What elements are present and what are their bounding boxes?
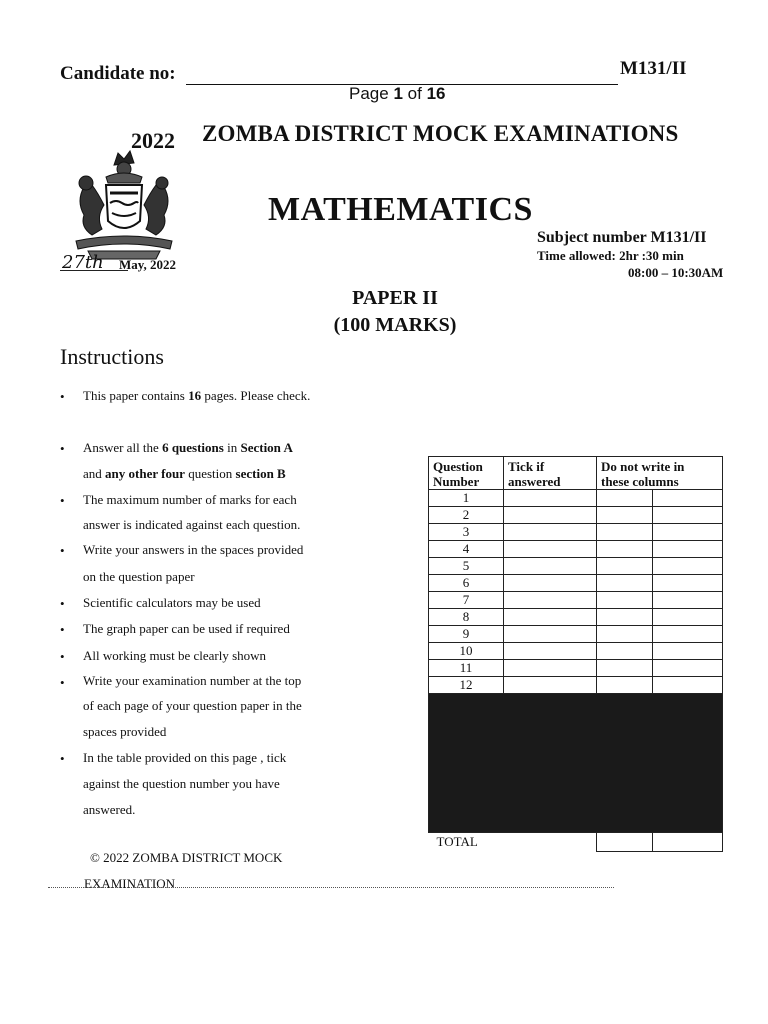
- question-number-cell: 5: [429, 558, 504, 575]
- instruction-answer-c: in: [223, 440, 241, 455]
- marker-cell-2: [653, 575, 723, 592]
- col-question-line1: Question: [433, 459, 483, 474]
- tick-cell[interactable]: [504, 575, 597, 592]
- table-row: [429, 524, 723, 541]
- instruction-answer-b: 6 questions: [162, 440, 224, 455]
- instruction-line: answer is indicated against each question.: [83, 517, 301, 532]
- col-tick-if-answered: [504, 457, 597, 490]
- marker-cell-2: [653, 609, 723, 626]
- bullet: •: [60, 649, 65, 664]
- shaded-block: [429, 694, 723, 833]
- marker-cell-1: [597, 592, 653, 609]
- tick-cell[interactable]: [504, 558, 597, 575]
- marker-cell-1: [597, 660, 653, 677]
- time-allowed: Time allowed: 2hr :30 min: [537, 248, 684, 263]
- instruction-sectionb-a: and: [83, 466, 106, 481]
- instruction-sectionb-d: section B: [235, 466, 286, 481]
- marker-cell-2: [653, 524, 723, 541]
- tick-cell[interactable]: [504, 490, 597, 507]
- marker-cell-1: [597, 643, 653, 660]
- tick-cell[interactable]: [504, 660, 597, 677]
- marker-cell-2: [653, 660, 723, 677]
- footer-rule: [48, 887, 614, 888]
- table-row: [429, 677, 723, 694]
- instruction-line: spaces provided: [83, 724, 167, 739]
- col-tick-line1: Tick if: [508, 459, 545, 474]
- col-tick-line2: answered: [508, 474, 561, 489]
- question-number-cell: 12: [429, 677, 504, 694]
- table-row: [429, 660, 723, 677]
- question-number-cell: 1: [429, 490, 504, 507]
- tick-cell[interactable]: [504, 524, 597, 541]
- tick-cell[interactable]: [504, 541, 597, 558]
- marker-cell-2: [653, 592, 723, 609]
- marker-cell-1: [597, 626, 653, 643]
- marker-cell-2: [653, 643, 723, 660]
- table-header-row: [429, 457, 723, 490]
- instruction-pages-c: pages. Please check.: [201, 388, 311, 403]
- tick-cell[interactable]: [504, 643, 597, 660]
- exam-date: May, 2022: [119, 257, 177, 272]
- marker-cell-1: [597, 677, 653, 694]
- page-of-word: of: [407, 84, 422, 103]
- instruction-line: The graph paper can be used if required: [83, 621, 290, 636]
- table-row: [429, 592, 723, 609]
- marker-cell-1: [597, 507, 653, 524]
- marker-cell-2: [653, 490, 723, 507]
- instruction-line: In the table provided on this page , tick: [83, 750, 287, 765]
- copyright-line: © 2022 ZOMBA DISTRICT MOCK: [90, 850, 283, 865]
- instruction-line: Write your answers in the spaces provided: [83, 542, 304, 557]
- copyright-examination: EXAMINATION: [84, 876, 175, 891]
- table-row: [429, 609, 723, 626]
- page-current: 1: [393, 84, 403, 103]
- instruction-pages-count: 16: [188, 388, 202, 403]
- question-number-cell: 9: [429, 626, 504, 643]
- instruction-line: The maximum number of marks for each: [83, 492, 297, 507]
- page-word: Page: [349, 84, 389, 103]
- total-cell-2: [653, 833, 723, 852]
- table-row: [429, 558, 723, 575]
- handwritten-date-text: 27th: [62, 252, 104, 273]
- bullet: •: [60, 441, 65, 456]
- instruction-pages: [83, 388, 310, 404]
- col-dnw-line1: Do not write in: [601, 459, 685, 474]
- table-row: [429, 626, 723, 643]
- candidate-number-label: Candidate no:: [60, 63, 176, 84]
- total-label: TOTAL: [429, 833, 597, 852]
- coat-of-arms-icon: [66, 143, 182, 261]
- total-cell-1: [597, 833, 653, 852]
- marker-cell-2: [653, 507, 723, 524]
- table-row: [429, 643, 723, 660]
- col-question-line2: Number: [433, 474, 480, 489]
- paper-number: PAPER II: [352, 287, 438, 309]
- col-question-number: [429, 457, 504, 490]
- question-number-cell: 3: [429, 524, 504, 541]
- marker-cell-2: [653, 558, 723, 575]
- question-number-cell: 11: [429, 660, 504, 677]
- marker-cell-2: [653, 677, 723, 694]
- table-row: [429, 490, 723, 507]
- instruction-pages-a: This paper contains: [83, 388, 189, 403]
- question-number-cell: 8: [429, 609, 504, 626]
- question-number-cell: 10: [429, 643, 504, 660]
- instruction-line: of each page of your question paper in the: [83, 698, 302, 713]
- bullet: •: [60, 389, 65, 404]
- total-row: [429, 833, 723, 852]
- col-do-not-write: [597, 457, 723, 490]
- total-marks: (100 MARKS): [333, 314, 457, 336]
- paper-code: M131/II: [620, 58, 687, 79]
- bullet: •: [60, 751, 65, 766]
- time-range: 08:00 – 10:30AM: [628, 265, 724, 280]
- marker-cell-2: [653, 626, 723, 643]
- tick-cell[interactable]: [504, 677, 597, 694]
- bullet: •: [60, 596, 65, 611]
- instruction-answer-d: Section A: [240, 440, 293, 455]
- col-dnw-line2: these columns: [601, 474, 679, 489]
- tick-cell[interactable]: [504, 592, 597, 609]
- marker-cell-1: [597, 558, 653, 575]
- page-total: 16: [426, 84, 446, 103]
- bullet: •: [60, 543, 65, 558]
- exam-title: ZOMBA DISTRICT MOCK EXAMINATIONS: [202, 121, 679, 146]
- instruction-sectionb-c: question: [184, 466, 236, 481]
- exam-year: 2022: [131, 128, 175, 153]
- subject-title: MATHEMATICS: [268, 191, 533, 228]
- marker-cell-1: [597, 541, 653, 558]
- question-tick-table: [428, 456, 723, 852]
- instruction-answer-a: Answer all the: [83, 440, 163, 455]
- instruction-line: against the question number you have: [83, 776, 280, 791]
- instruction-line: Scientific calculators may be used: [83, 595, 261, 610]
- date-underline: [60, 270, 128, 271]
- instruction-sectionb-b: any other four: [105, 466, 185, 481]
- instructions-heading: Instructions: [60, 344, 164, 369]
- marker-cell-1: [597, 490, 653, 507]
- bullet: •: [60, 622, 65, 637]
- question-number-cell: 7: [429, 592, 504, 609]
- instruction-answer-all: [83, 440, 293, 456]
- marker-cell-2: [653, 541, 723, 558]
- question-number-cell: 6: [429, 575, 504, 592]
- table-row: [429, 541, 723, 558]
- shaded-row: [429, 694, 723, 833]
- marker-cell-1: [597, 609, 653, 626]
- instruction-line: All working must be clearly shown: [83, 648, 267, 663]
- bullet: •: [60, 493, 65, 508]
- bullet: •: [60, 675, 65, 690]
- tick-cell[interactable]: [504, 626, 597, 643]
- instruction-line: Write your examination number at the top: [83, 673, 302, 688]
- question-number-cell: 2: [429, 507, 504, 524]
- instruction-section-b: [83, 466, 286, 482]
- page-indicator: [349, 84, 445, 104]
- table-row: [429, 507, 723, 524]
- instruction-line: on the question paper: [83, 569, 195, 584]
- instruction-line: answered.: [83, 802, 136, 817]
- marker-cell-1: [597, 575, 653, 592]
- table-row: [429, 575, 723, 592]
- tick-cell[interactable]: [504, 507, 597, 524]
- tick-cell[interactable]: [504, 609, 597, 626]
- subject-number: Subject number M131/II: [537, 229, 707, 246]
- question-number-cell: 4: [429, 541, 504, 558]
- marker-cell-1: [597, 524, 653, 541]
